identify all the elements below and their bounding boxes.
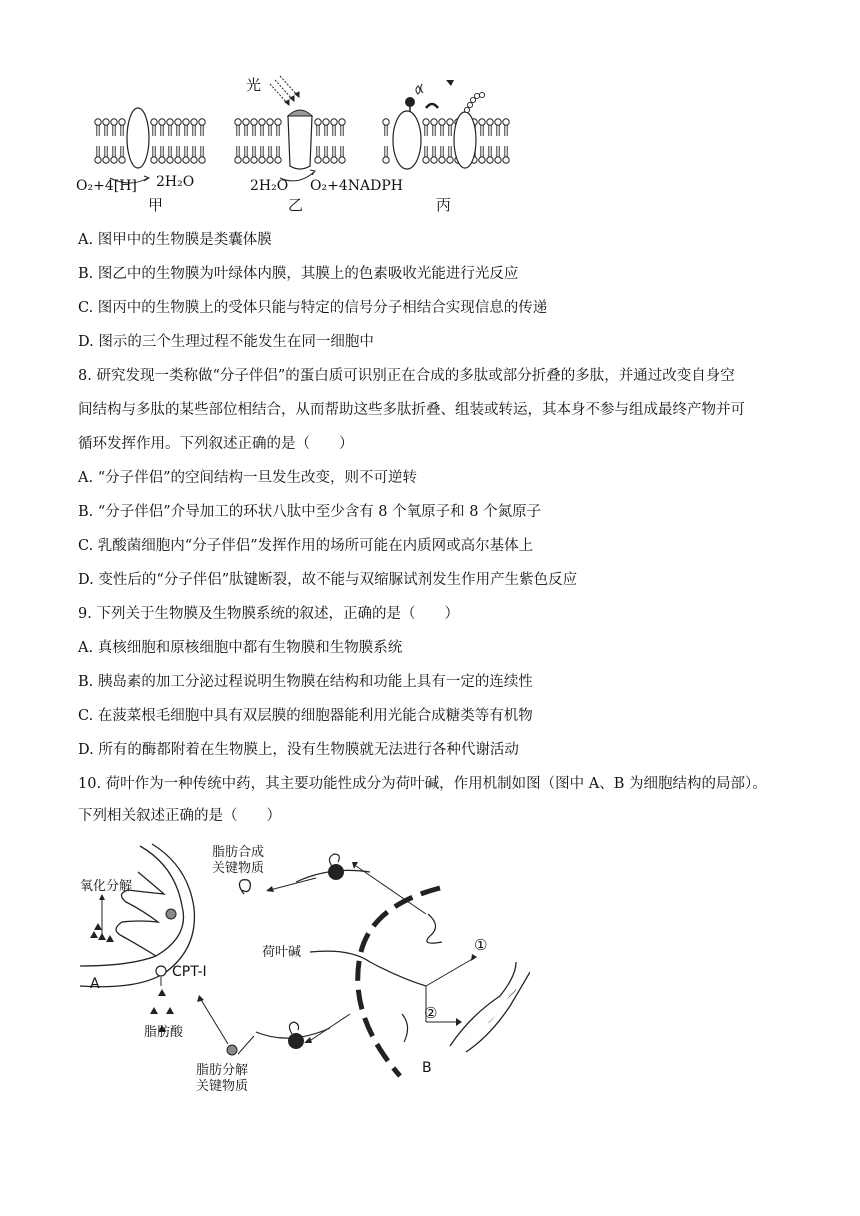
q9-option-a: A. 真核细胞和原核细胞中都有生物膜和生物膜系统 bbox=[78, 640, 403, 656]
lotus-label: 荷叶碱 bbox=[262, 945, 302, 960]
decomp-substance bbox=[227, 1045, 237, 1055]
synth-substance bbox=[239, 880, 250, 894]
cpt-label: CPT-Ⅰ bbox=[172, 964, 207, 980]
q8-option-b: B. “分子伴侣”介导加工的环状八肽中至少含有 8 个氧原子和 8 个氮原子 bbox=[78, 504, 542, 520]
signal-chain bbox=[464, 92, 484, 112]
protein-jia bbox=[127, 108, 149, 168]
signal-molecule bbox=[416, 84, 423, 94]
ribosome-top bbox=[328, 864, 344, 880]
q9-option-b: B. 胰岛素的加工分泌过程说明生物膜在结构和功能上具有一定的连续性 bbox=[78, 674, 533, 690]
panel-label-bing: 丙 bbox=[436, 196, 452, 214]
nuclear-envelope bbox=[358, 888, 440, 1076]
circle-1: ① bbox=[474, 936, 488, 954]
yi-right-eq: O₂+4NADPH bbox=[310, 178, 403, 194]
membrane-protein-dot bbox=[166, 909, 176, 919]
fatty-acid-label: 脂肪酸 bbox=[144, 1025, 184, 1040]
q7-option-d: D. 图示的三个生理过程不能发生在同一细胞中 bbox=[78, 334, 374, 350]
q9-option-d: D. 所有的酶都附着在生物膜上，没有生物膜就无法进行各种代谢活动 bbox=[78, 742, 519, 758]
q10-stem-1: 10. 荷叶作为一种传统中药，其主要功能性成分为荷叶碱，作用机制如图（图中 A、B 为细胞结构的局部）。 bbox=[78, 776, 767, 792]
q7-option-a: A. 图甲中的生物膜是类囊体膜 bbox=[78, 232, 272, 248]
decomp-label-2: 关键物质 bbox=[196, 1079, 249, 1094]
light-label: 光 bbox=[246, 76, 262, 94]
panel-label-jia: 甲 bbox=[148, 196, 164, 214]
yi-left-eq: 2H₂O bbox=[250, 178, 289, 194]
label-b: B bbox=[422, 1060, 432, 1076]
q8-stem-2: 间结构与多肽的某些部位相结合，从而帮助这些多肽折叠、组装或转运，其本身不参与组成最终产物并可 bbox=[78, 402, 745, 418]
q8-option-a: A. “分子伴侣”的空间结构一旦发生改变，则不可逆转 bbox=[78, 470, 418, 486]
receptor-right bbox=[454, 112, 476, 168]
dna-helix bbox=[450, 962, 530, 1052]
label-a: A bbox=[90, 976, 100, 992]
q7-option-c: C. 图丙中的生物膜上的受体只能与特定的信号分子相结合实现信息的传递 bbox=[78, 300, 548, 316]
protein-yi bbox=[288, 112, 312, 169]
jia-right-eq: 2H₂O bbox=[156, 174, 195, 190]
mechanism-figure bbox=[70, 836, 530, 1096]
synth-label-2: 关键物质 bbox=[212, 861, 265, 876]
q7-option-b: B. 图乙中的生物膜为叶绿体内膜，其膜上的色素吸收光能进行光反应 bbox=[78, 266, 519, 282]
q10-stem-2: 下列相关叙述正确的是（ ） bbox=[78, 808, 281, 824]
decomp-label-1: 脂肪分解 bbox=[196, 1063, 249, 1078]
q8-option-d: D. 变性后的“分子伴侣”肽键断裂，故不能与双缩脲试剂发生作用产生紫色反应 bbox=[78, 572, 578, 588]
receptor-left bbox=[393, 111, 421, 169]
light-arrows bbox=[270, 76, 299, 105]
jia-left-eq: O₂+4[H] bbox=[76, 178, 137, 194]
q8-stem-1: 8. 研究发现一类称做“分子伴侣”的蛋白质可识别正在合成的多肽或部分折叠的多肽，并通过改变自身空 bbox=[78, 368, 735, 384]
bilayer-jia bbox=[95, 119, 205, 163]
synth-label-1: 脂肪合成 bbox=[212, 845, 265, 860]
ribosome-bottom bbox=[288, 1033, 304, 1049]
oxidation-label: 氧化分解 bbox=[80, 879, 133, 894]
q8-stem-3: 循环发挥作用。下列叙述正确的是（ ） bbox=[78, 436, 354, 452]
q9-option-c: C. 在菠菜根毛细胞中具有双层膜的细胞器能利用光能合成糖类等有机物 bbox=[78, 708, 533, 724]
membrane-figure bbox=[70, 66, 530, 216]
circle-2: ② bbox=[424, 1004, 438, 1022]
q9-stem: 9. 下列关于生物膜及生物膜系统的叙述，正确的是（ ） bbox=[78, 606, 459, 622]
cpt-transporter bbox=[156, 966, 166, 976]
panel-label-yi: 乙 bbox=[288, 196, 304, 214]
q8-option-c: C. 乳酸菌细胞内“分子伴侣”发挥作用的场所可能在内质网或高尔基体上 bbox=[78, 538, 534, 554]
